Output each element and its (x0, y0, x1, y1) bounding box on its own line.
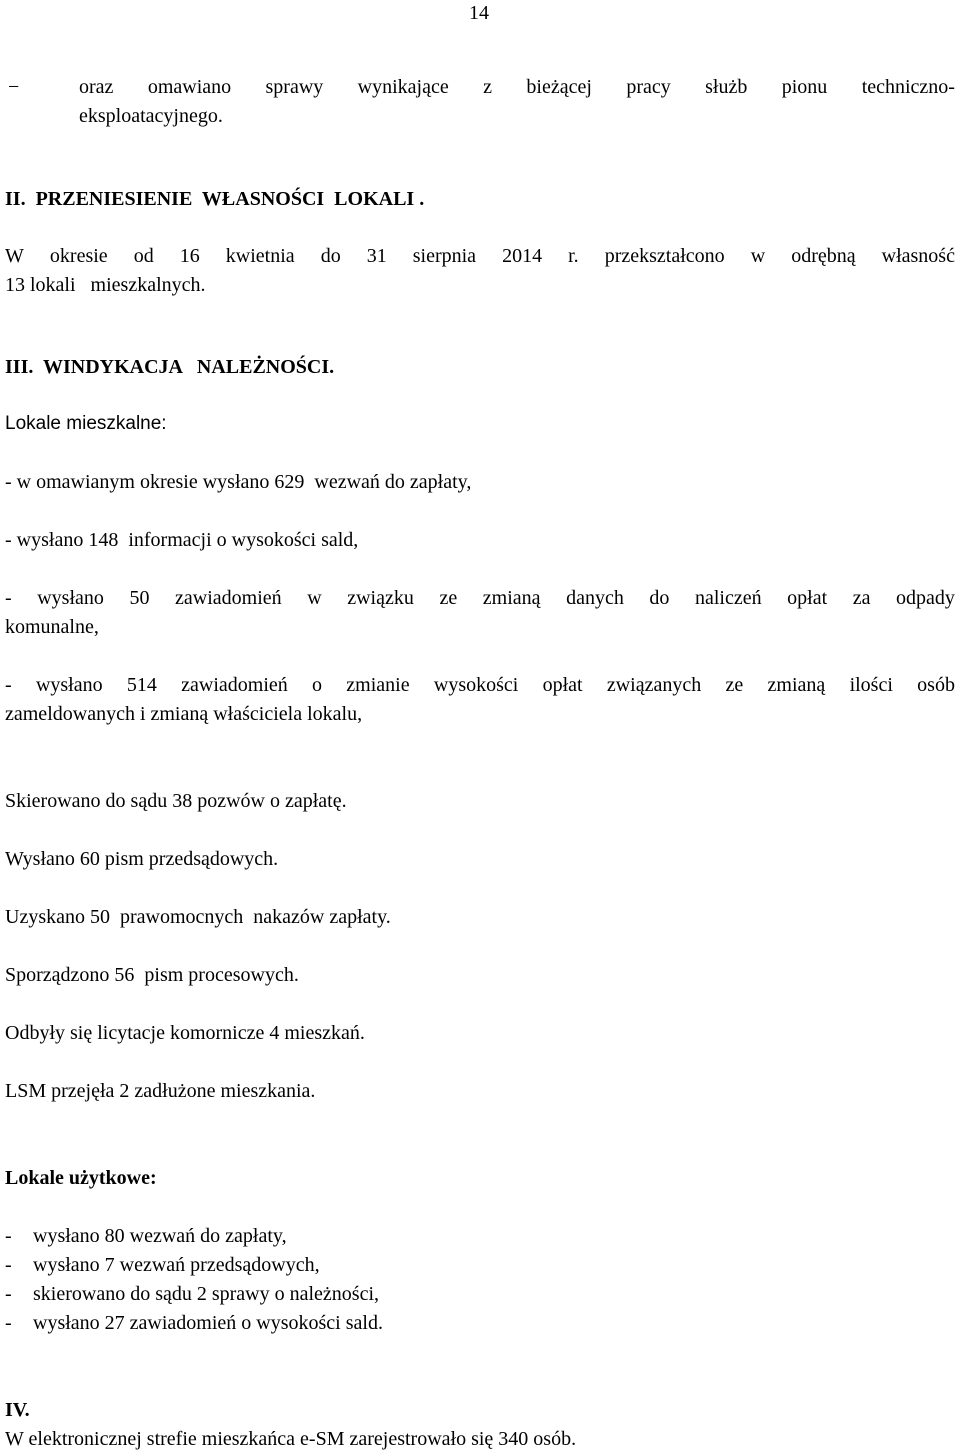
residential-item-4 (5, 673, 955, 697)
item-3-word: za (852, 587, 871, 609)
commercial-item: wysłano 27 zawiadomień o wysokości sald. (33, 1312, 383, 1334)
item-3-word: wysłano (37, 587, 104, 609)
section-2-word: r. (568, 245, 579, 267)
bullet-word: omawiano (147, 76, 232, 98)
bullet-word: z (483, 76, 493, 98)
item-3-word: ze (439, 587, 458, 609)
commercial-item: wysłano 7 wezwań przedsądowych, (33, 1254, 320, 1276)
residential-item-3-line-2: komunalne, (5, 616, 99, 638)
item-3-word: zawiadomień (175, 587, 282, 609)
section-2-word: 2014 (502, 245, 543, 267)
item-4-word: zmianą (767, 674, 826, 696)
commercial-item: skierowano do sądu 2 sprawy o należności, (33, 1283, 380, 1305)
item-3-word: w (307, 587, 322, 609)
item-4-word: o (312, 674, 323, 696)
section-3-heading: III. WINDYKACJA NALEŻNOŚCI. (5, 356, 335, 378)
item-4-word: opłat (542, 674, 583, 696)
item-4-word: 514 (126, 674, 157, 696)
bullet-word: sprawy (265, 76, 324, 98)
item-3-word: odpady (896, 587, 955, 609)
statement-pleadings: Sporządzono 56 pism procesowych. (5, 964, 299, 986)
item-3-word: związku (347, 587, 414, 609)
bullet-word: służb (705, 76, 748, 98)
item-4-word: ilości (849, 674, 893, 696)
section-2-word: przekształcono (604, 245, 725, 267)
residential-item-2: - wysłano 148 informacji o wysokości sald, (5, 529, 359, 551)
page-number: 14 (469, 2, 489, 24)
statement-orders: Uzyskano 50 prawomocnych nakazów zapłaty. (5, 906, 391, 928)
residential-item-4-line-2: zameldowanych i zmianą właściciela lokalu, (5, 703, 363, 725)
item-4-word: - (5, 674, 12, 696)
statement-takeover: LSM przejęła 2 zadłużone mieszkania. (5, 1080, 316, 1102)
item-3-word: - (5, 587, 12, 609)
bullet-line-2: eksploatacyjnego. (79, 105, 223, 127)
item-3-word: 50 (129, 587, 150, 609)
section-2-word: W (5, 245, 24, 267)
item-3-word: naliczeń (694, 587, 762, 609)
bullet-word: pionu (781, 76, 828, 98)
section-2-word: do (320, 245, 341, 267)
statement-letters: Wysłano 60 pism przedsądowych. (5, 848, 279, 870)
item-4-word: zawiadomień (181, 674, 288, 696)
commercial-dash: - (5, 1283, 12, 1305)
bullet-word: techniczno- (861, 76, 955, 98)
item-3-word: danych (566, 587, 624, 609)
section-2-word: w (750, 245, 766, 267)
commercial-dash: - (5, 1254, 12, 1276)
section-2-word: własność (881, 245, 955, 267)
section-2-word: sierpnia (412, 245, 477, 267)
commercial-heading: Lokale użytkowe: (5, 1167, 157, 1189)
statement-auctions: Odbyły się licytacje komornicze 4 mieszkań. (5, 1022, 365, 1044)
item-4-word: osób (917, 674, 955, 696)
item-4-word: ze (725, 674, 744, 696)
section-4-text: W elektronicznej strefie mieszkańca e-SM zarejestrowało się 340 osób. (5, 1428, 577, 1450)
item-4-word: wysokości (433, 674, 519, 696)
commercial-dash: - (5, 1225, 12, 1247)
bullet-word: oraz (79, 76, 114, 98)
section-2-word: okresie (49, 245, 108, 267)
section-2-heading: II. PRZENIESIENIE WŁASNOŚCI LOKALI . (5, 188, 425, 210)
item-3-word: do (649, 587, 670, 609)
bullet-word: pracy (626, 76, 671, 98)
item-4-word: związanych (606, 674, 702, 696)
section-4-heading: IV. (5, 1399, 30, 1421)
item-4-word: wysłano (35, 674, 103, 696)
item-3-word: zmianą (482, 587, 541, 609)
commercial-dash: - (5, 1312, 12, 1334)
section-2-line-1 (5, 244, 955, 268)
section-2-word: 16 (179, 245, 200, 267)
item-4-word: zmianie (346, 674, 410, 696)
residential-item-3 (5, 586, 955, 610)
section-2-word: od (133, 245, 154, 267)
section-2-word: 31 (366, 245, 387, 267)
section-2-word: odrębną (791, 245, 856, 267)
bullet-word: bieżącej (526, 76, 592, 98)
bullet-line-1 (79, 75, 955, 99)
bullet-word: wynikające (357, 76, 449, 98)
residential-item-1: - w omawianym okresie wysłano 629 wezwań do zapłaty, (5, 471, 472, 493)
commercial-item: wysłano 80 wezwań do zapłaty, (33, 1225, 287, 1247)
section-2-word: kwietnia (225, 245, 295, 267)
item-3-word: opłat (787, 587, 828, 609)
bullet-dash: − (8, 76, 20, 98)
statement-lawsuits: Skierowano do sądu 38 pozwów o zapłatę. (5, 790, 347, 812)
residential-heading: Lokale mieszkalne: (5, 413, 167, 434)
section-2-line-2: 13 lokali mieszkalnych. (5, 274, 206, 296)
